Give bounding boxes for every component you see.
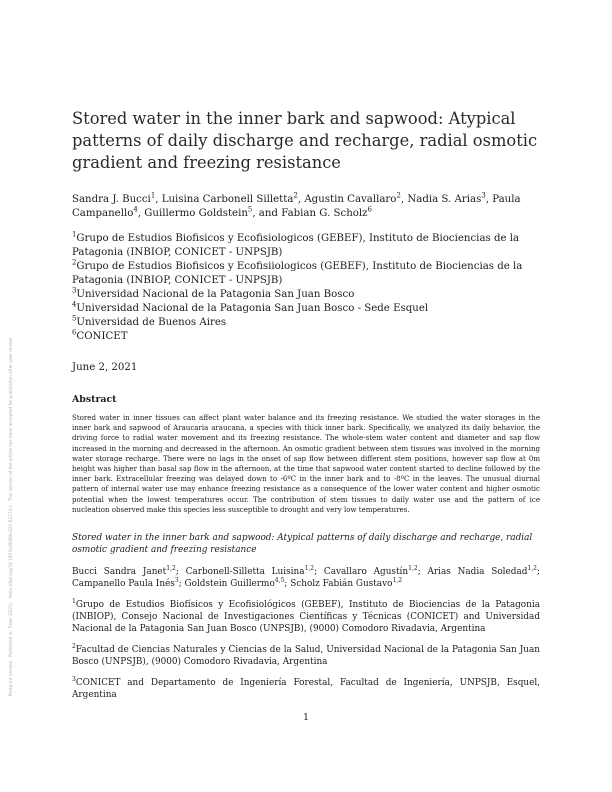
secondary-author-name: Cavallaro Agustín bbox=[323, 567, 409, 578]
secondary-author-affil-mark: 1,2 bbox=[166, 565, 176, 573]
primary-author-affil-mark: 6 bbox=[367, 205, 372, 214]
secondary-title: Stored water in the inner bark and sapwood: Atypical patterns of daily discharge and recharge, radial osmotic gradient and freezing resistance bbox=[72, 533, 533, 556]
secondary-affiliation-mark: 2 bbox=[72, 643, 76, 651]
primary-affiliation bbox=[72, 316, 540, 330]
secondary-author: Goldstein Guillermo$^{4,5}$; bbox=[184, 577, 291, 590]
secondary-author-affil-mark: 3 bbox=[174, 577, 179, 585]
primary-author: Sandra J. Bucci$^1$, bbox=[72, 191, 162, 205]
primary-author-affil-mark: 4 bbox=[133, 205, 138, 214]
primary-affiliation bbox=[72, 288, 540, 302]
secondary-author-name: Goldstein Guillermo bbox=[184, 579, 275, 590]
primary-affiliation bbox=[72, 260, 540, 288]
secondary-affiliation-text: Grupo de Estudios Biofísicos y Ecofisiológicos (GEBEF), Instituto de Biociencias de la Patagonia (INBIOP), Consejo Nacional de Investigaciones Científicas y Técnicas (CONICET) and Universidad Nacional de la Patagonia San Juan Bosco (UNPSJB), (9000) Comodoro Rivadavia, Argentina bbox=[72, 600, 540, 635]
secondary-affiliation-text: CONICET and Departamento de Ingeniería Forestal, Facultad de Ingeniería, UNPSJB, Esquel, Argentina bbox=[72, 678, 540, 701]
primary-author-name: Guillermo Goldstein bbox=[144, 208, 248, 219]
author-list bbox=[72, 193, 540, 221]
primary-affiliation-mark: 2 bbox=[72, 258, 77, 267]
primary-author: Guillermo Goldstein$^5$, and bbox=[144, 205, 282, 219]
primary-affiliation-mark: 3 bbox=[72, 286, 77, 295]
primary-author: Paula Campanello$^4$, bbox=[72, 194, 521, 219]
abstract-heading: Abstract bbox=[72, 394, 117, 405]
secondary-author bbox=[290, 579, 402, 589]
primary-affiliation-text: CONICET bbox=[76, 331, 128, 342]
secondary-affiliation-mark: 1 bbox=[72, 598, 76, 606]
secondary-author-name: Arias Nadia Soledad bbox=[427, 567, 528, 578]
primary-affiliation bbox=[72, 232, 540, 260]
primary-author-name: Agustin Cavallaro bbox=[304, 194, 397, 205]
primary-author-affil-mark: 2 bbox=[293, 191, 298, 200]
secondary-author-affil-mark: 1,2 bbox=[392, 577, 403, 585]
secondary-author: Campanello Paula Inés$^3$; bbox=[72, 577, 185, 590]
primary-author bbox=[281, 205, 372, 219]
page-number: 1 bbox=[302, 712, 310, 723]
sidebar-watermark-text: Postprint version · Published in: Trees (2021) · https://doi.org/10.1007/s00468-021-02174-z · This version of the article has been accepted for publication after peer review bbox=[8, 337, 13, 696]
secondary-author: Cavallaro Agustín$^{1,2}$; bbox=[323, 565, 428, 578]
secondary-affiliation-list bbox=[72, 599, 540, 701]
primary-affiliation-mark: 5 bbox=[72, 314, 77, 323]
primary-author: Luisina Carbonell Silletta$^2$, bbox=[161, 191, 305, 205]
primary-author-name: Nadia S. Arias bbox=[407, 194, 482, 205]
primary-affiliation-text: Grupo de Estudios Biofisicos y Ecofisiiologicos (GEBEF), Instituto de Biociencias de la Patagonia (INBIOP, CONICET - UNPSJB) bbox=[72, 261, 523, 286]
primary-author: Agustin Cavallaro$^2$, bbox=[304, 191, 408, 205]
primary-affiliation-text: Universidad Nacional de la Patagonia San Juan Bosco - Sede Esquel bbox=[76, 303, 429, 314]
primary-author-name: Sandra J. Bucci bbox=[72, 194, 151, 205]
paper-page bbox=[72, 108, 540, 710]
affiliation-list bbox=[72, 232, 540, 344]
secondary-affiliation bbox=[72, 644, 540, 668]
secondary-author-affil-mark: 1,2 bbox=[408, 565, 418, 573]
secondary-affiliation bbox=[72, 599, 540, 635]
secondary-author: Arias Nadia Soledad$^{1,2}$; bbox=[427, 565, 541, 578]
primary-affiliation bbox=[72, 302, 540, 316]
secondary-author-list bbox=[72, 566, 540, 590]
primary-affiliation-mark: 4 bbox=[72, 300, 77, 309]
secondary-author: Carbonell-Silletta Luisina$^{1,2}$; bbox=[185, 565, 324, 578]
primary-author-affil-mark: 5 bbox=[247, 205, 253, 214]
primary-affiliation-mark: 1 bbox=[72, 230, 77, 239]
primary-author: Nadia S. Arias$^3$, bbox=[407, 191, 493, 205]
secondary-author: Bucci Sandra Janet$^{1,2}$; bbox=[72, 565, 186, 578]
secondary-author-name: Carbonell-Silletta Luisina bbox=[185, 567, 305, 578]
primary-affiliation-text: Universidad Nacional de la Patagonia San Juan Bosco bbox=[76, 289, 355, 300]
sidebar-watermark bbox=[6, 96, 22, 696]
secondary-author-name: Scholz Fabián Gustavo bbox=[290, 579, 393, 590]
primary-affiliation-text: Grupo de Estudios Biofisicos y Ecofisiologicos (GEBEF), Instituto de Biociencias de la Patagonia (INBIOP, CONICET - UNPSJB) bbox=[72, 233, 520, 258]
publication-date: June 2, 2021 bbox=[72, 362, 138, 373]
abstract-text: Stored water in inner tissues can affect plant water balance and its freezing resistance. We studied the water storages in the inner bark and sapwood of Araucaria araucana, a species with thick inner bark. Specifically, we analyzed its daily behavior, the driving force to radial water movement and its freezing resistance. The whole-stem water content and diameter and sap flow increased in the morning and decreased in the afternoon. An osmotic gradient between stem tissues was involved in the morning water storage recharge. There were no lags in the onset of sap flow between different stem positions, however sap flow at 0m height was higher than basal sap flow in the afternoon, at the time that sapwood water content started to decline followed by the inner bark. Extracellular freezing was delayed down to -6ºC in the inner bark and to -8ºC in the leaves. The unusual diurnal pattern of internal water use may enhance freezing resistance as a consequence of the lower water content and higher osmotic potential when the lowest temperatures occur. The contribution of stem tissues to daily water use and the pattern of ice nucleation observed make this species less susceptible to drought and very low temperatures. bbox=[72, 413, 540, 514]
primary-author-affil-mark: 1 bbox=[150, 191, 156, 200]
secondary-author-affil-mark: 4,5 bbox=[274, 577, 285, 585]
primary-author-name: Paula Campanello bbox=[72, 194, 521, 219]
primary-author-name: Fabian G. Scholz bbox=[281, 208, 368, 219]
secondary-author-name: Bucci Sandra Janet bbox=[72, 567, 167, 578]
secondary-affiliation-mark: 3 bbox=[72, 676, 76, 684]
primary-affiliation-mark: 6 bbox=[72, 328, 77, 337]
secondary-author-affil-mark: 1,2 bbox=[304, 565, 315, 573]
secondary-author-name: Campanello Paula Inés bbox=[72, 579, 175, 590]
secondary-author-affil-mark: 1,2 bbox=[527, 565, 538, 573]
paper-title: Stored water in the inner bark and sapwood: Atypical patterns of daily discharge and recharge, radial osmotic gradient and freezing resistance bbox=[72, 109, 538, 172]
secondary-affiliation-text: Facultad de Ciencias Naturales y Ciencias de la Salud, Universidad Nacional de la Patagonia San Juan Bosco (UNPSJB), (9000) Comodoro Rivadavia, Argentina bbox=[72, 645, 540, 668]
secondary-affiliation bbox=[72, 677, 540, 701]
primary-author-affil-mark: 2 bbox=[396, 191, 401, 200]
primary-affiliation-text: Universidad de Buenos Aires bbox=[76, 317, 227, 328]
primary-affiliation bbox=[72, 330, 540, 344]
primary-author-name: Luisina Carbonell Silletta bbox=[161, 194, 294, 205]
primary-author-affil-mark: 3 bbox=[481, 191, 486, 200]
